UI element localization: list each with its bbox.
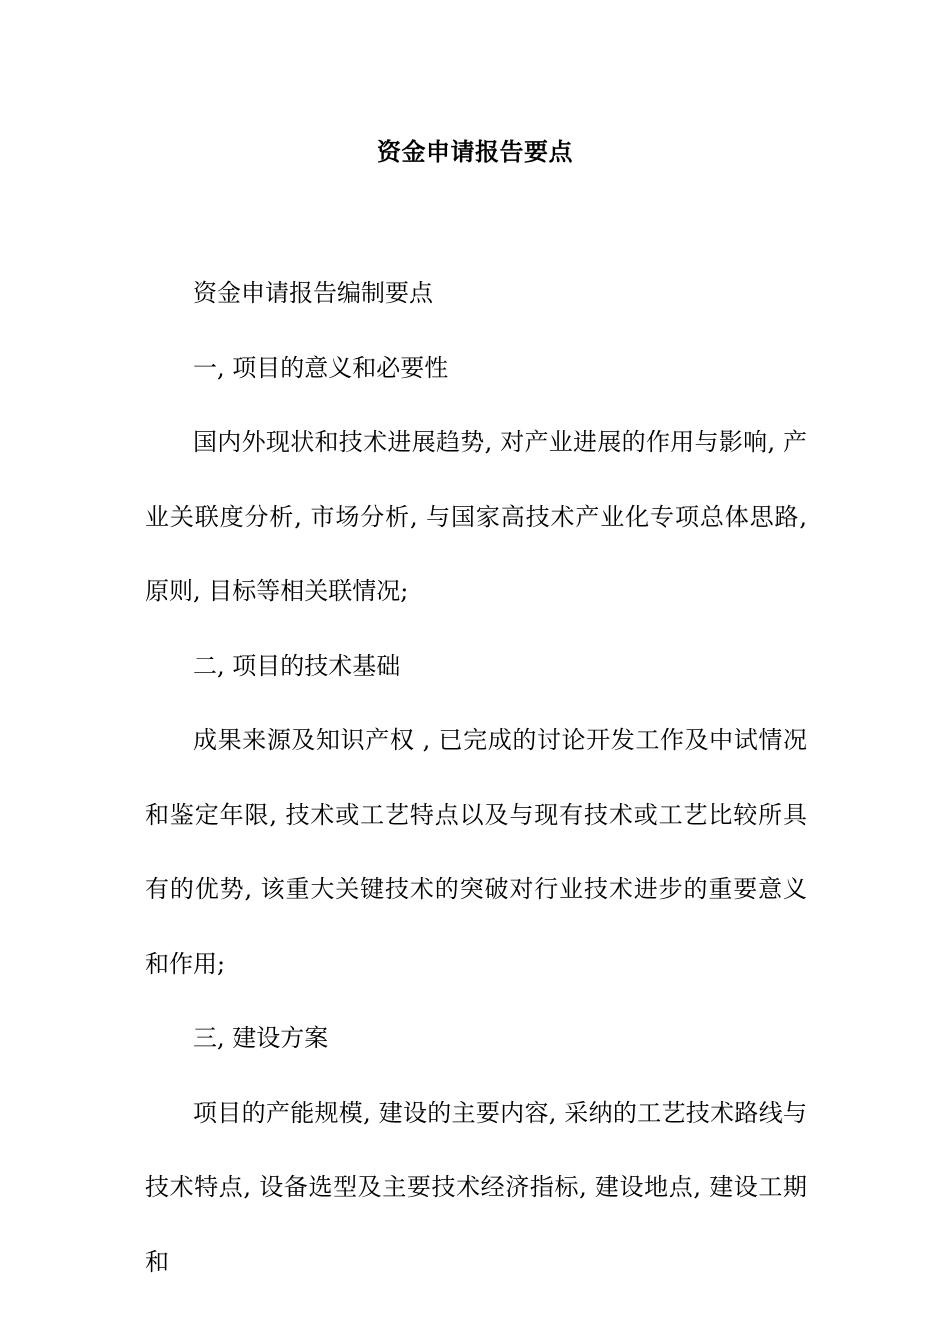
document-title: 资金申请报告要点: [377, 137, 573, 166]
section-heading-1: 一, 项目的意义和必要性: [193, 353, 449, 382]
section-heading-2: 二, 项目的技术基础: [193, 651, 401, 680]
paragraph-2: 成果来源及知识产权 , 已完成的讨论开发工作及中试情况和鉴定年限, 技术或工艺特点以及与现有技术或工艺比较所具有的优势, 该重大关键技术的突破对行业技术进步的重要意义和作用;: [145, 726, 807, 978]
paragraph-3: 项目的产能规模, 建设的主要内容, 采纳的工艺技术路线与技术特点, 设备选型及主要技术经济指标, 建设地点, 建设工期和: [145, 1098, 807, 1276]
paragraph-heading-main: 资金申请报告编制要点: [193, 279, 433, 307]
paragraph-1: 国内外现状和技术进展趋势, 对产业进展的作用与影响, 产业关联度分析, 市场分析, 与国家高技术产业化专项总体思路, 原则, 目标等相关联情况;: [145, 428, 807, 605]
document-body: [145, 256, 807, 1299]
section-heading-3: 三, 建设方案: [193, 1024, 329, 1052]
